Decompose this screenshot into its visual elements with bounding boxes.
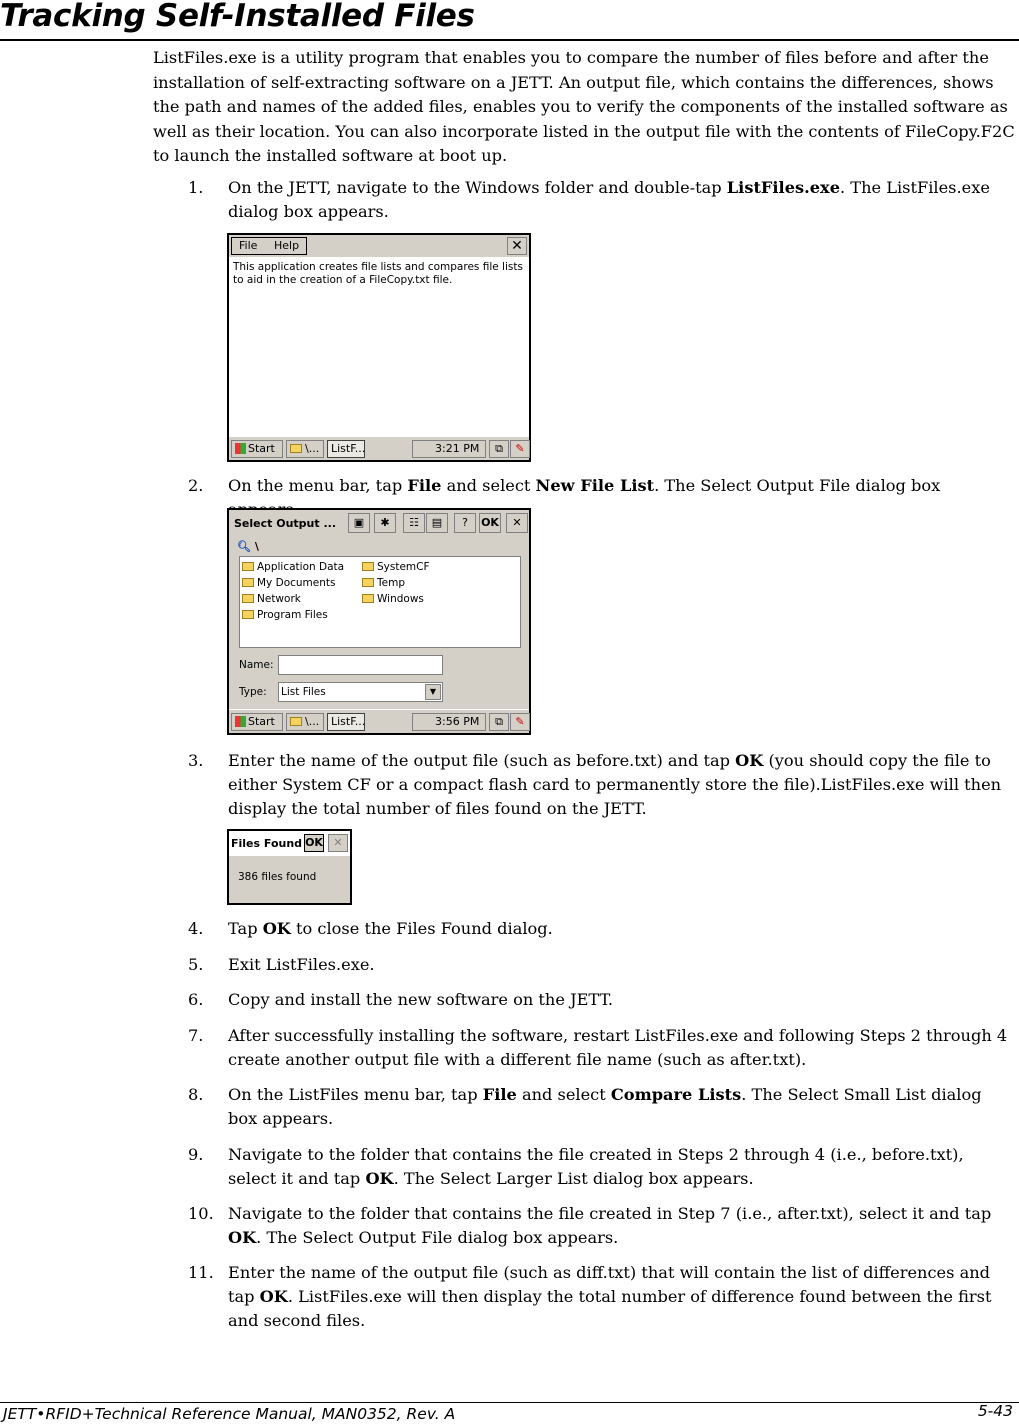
step-text: Navigate to the folder that contains the file created in Step 7 (i.e., after.txt), select it and tap OK. The Select Output File dialog box appears. [228,1204,992,1247]
folder-icon [242,562,254,571]
folder-icon [362,578,374,587]
list-item[interactable]: Windows [362,593,424,606]
system-tray-clock[interactable]: 3:56 PM [412,713,486,731]
dialog-title: Files Found [231,837,303,850]
taskbar-folder-button[interactable]: \... [286,713,324,731]
name-label: Name: [239,659,274,671]
file-list[interactable] [239,556,521,648]
input-panel-icon[interactable]: ✎ [510,713,530,731]
folder-icon [362,562,374,571]
step-number: 3. [188,751,204,770]
current-path: 🔍︎ \ [237,540,259,553]
step-number: 7. [188,1026,204,1045]
close-icon[interactable]: ✕ [506,513,528,533]
step-number: 11. [188,1263,214,1282]
taskbar [229,436,529,460]
taskbar-app-button[interactable]: ListF... [327,440,365,458]
folder-icon [290,444,302,453]
list-view-icon[interactable]: ☷ [403,513,425,533]
step-text: Enter the name of the output file (such as before.txt) and tap OK (you should copy the file to either System CF or a compact flash card to permanently store the file).ListFiles.exe will then display the total number of files found on the JETT. [228,751,1002,818]
intro-paragraph: ListFiles.exe is a utility program that enables you to compare the number of files before and after the installation of self-extracting software on a JETT. An output file, which contains the differences, shows the path and names of the added files, enables you to verify the components of the installed software as well as their location. You can also incorporate listed in the output file with the contents of FileCopy.F2C to launch the installed software at boot up. [153,48,1015,165]
taskbar-app-button[interactable]: ListF... [327,713,365,731]
page-number: 5-43 [977,1402,1013,1420]
close-icon[interactable]: ✕ [507,237,527,255]
step-text: Navigate to the folder that contains the file created in Steps 2 through 4 (i.e., before.txt), select it and tap OK. The Select Larger List dialog box appears. [228,1145,964,1188]
menu-file[interactable]: File [239,239,258,252]
dialog-title: Select Output ... [234,517,336,530]
list-item[interactable]: SystemCF [362,561,430,574]
menu-help[interactable]: Help [274,239,300,252]
step-text: On the JETT, navigate to the Windows folder and double-tap ListFiles.exe. The ListFiles.exe dialog box appears. [228,178,990,221]
start-button[interactable]: Start [231,440,283,458]
ok-button[interactable]: OK [304,834,324,852]
desktop-icon[interactable]: ⧉ [489,440,509,458]
folder-icon [362,594,374,603]
folder-icon [242,610,254,619]
close-icon[interactable]: ✕ [328,834,348,852]
type-label: Type: [239,686,267,698]
step-number: 8. [188,1085,204,1104]
windows-logo-icon [235,716,246,727]
list-item[interactable]: Temp [362,577,405,590]
step-text: After successfully installing the software, restart ListFiles.exe and following Steps 2 through 4 create another output file with a different file name (such as after.txt). [228,1026,1008,1069]
step-text: Exit ListFiles.exe. [228,955,375,974]
chevron-down-icon: ▼ [425,684,441,700]
help-button[interactable]: ? [454,513,476,533]
details-view-icon[interactable]: ▤ [426,513,448,533]
input-panel-icon[interactable]: ✎ [510,440,530,458]
step-text: Tap OK to close the Files Found dialog. [228,919,553,938]
folder-icon [242,578,254,587]
step-text: On the ListFiles menu bar, tap File and select Compare Lists. The Select Small List dialog box appears. [228,1085,982,1128]
step-text: Enter the name of the output file (such as diff.txt) that will contain the list of differences and tap OK. ListFiles.exe will then display the total number of difference found between the first and second files. [228,1263,992,1330]
folder-icon [290,717,302,726]
footer-rule [0,1402,1019,1403]
page-title: Tracking Self-Installed Files [0,0,475,34]
step-number: 5. [188,955,204,974]
taskbar [229,709,529,733]
step-number: 2. [188,476,204,495]
step-number: 9. [188,1145,204,1164]
start-button[interactable]: Start [231,713,283,731]
step-text: On the menu bar, tap File and select New File List. The Select Output File dialog box [228,476,941,495]
dialog-message: This application creates file lists and compares file lists to aid in the creation of a FileCopy.txt file. [233,261,523,286]
menu-bar [229,235,529,257]
taskbar-folder-button[interactable]: \... [286,440,324,458]
list-item[interactable]: Application Data [242,561,344,574]
windows-logo-icon [235,443,246,454]
name-input[interactable] [278,655,443,675]
step-text: Copy and install the new software on the JETT. [228,990,614,1009]
select-output-dialog-screenshot [227,508,531,735]
menu-group [231,237,307,255]
step-number: 1. [188,178,204,197]
step-number: 4. [188,919,204,938]
desktop-icon[interactable]: ⧉ [489,713,509,731]
footer-text: JETT•RFID+Technical Reference Manual, MAN0352, Rev. A [3,1405,456,1423]
new-folder-icon[interactable]: ✱ [374,513,396,533]
listfiles-dialog-screenshot [227,233,531,462]
list-item[interactable]: Network [242,593,301,606]
type-select[interactable]: List Files ▼ [278,682,443,702]
step-number: 10. [188,1204,214,1223]
dialog-message: 386 files found [238,871,317,883]
step-number: 6. [188,990,204,1009]
ok-button[interactable]: OK [479,513,501,533]
up-folder-icon[interactable]: ▣ [348,513,370,533]
system-tray-clock[interactable]: 3:21 PM [412,440,486,458]
files-found-dialog-screenshot [227,829,352,905]
folder-icon [242,594,254,603]
magnifier-icon: 🔍︎ [237,540,251,553]
list-item[interactable]: Program Files [242,609,328,622]
list-item[interactable]: My Documents [242,577,335,590]
